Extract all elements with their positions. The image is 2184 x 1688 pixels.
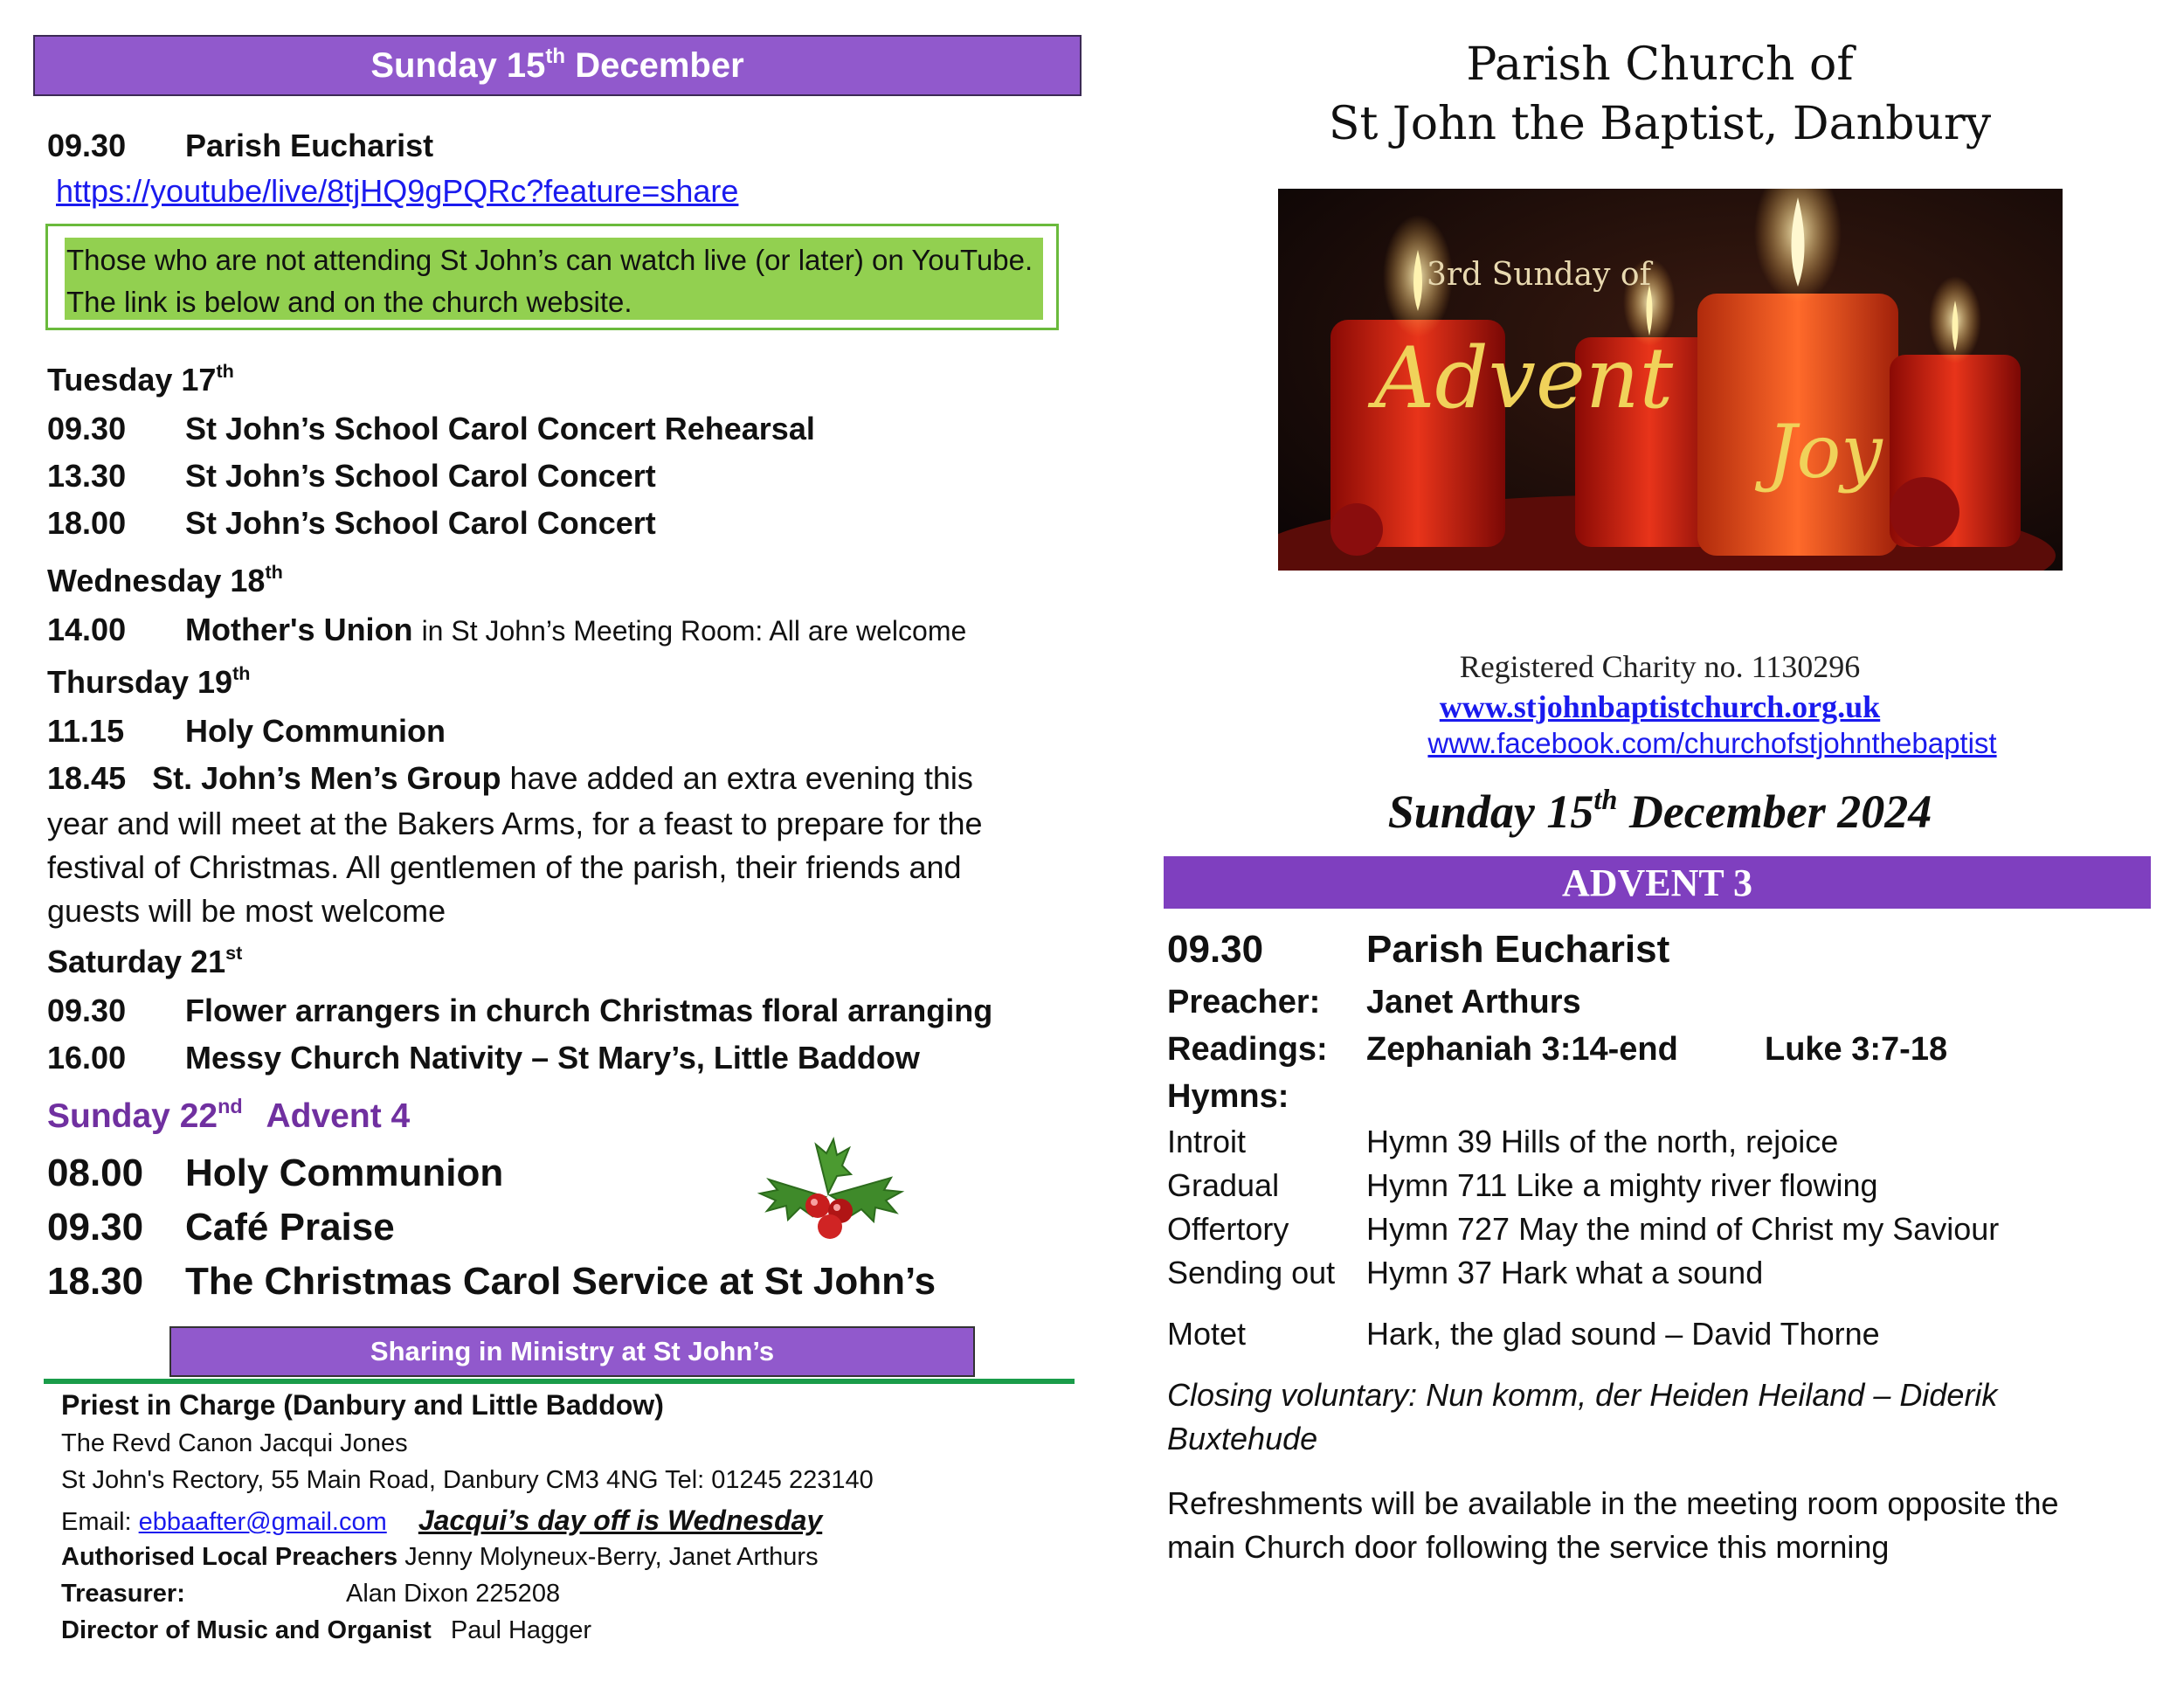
event-desc: St John’s School Carol Concert — [185, 458, 656, 494]
event-title: Mother's Union — [185, 612, 413, 647]
advent-candles-image — [1278, 189, 2063, 571]
left-header-sup: th — [545, 44, 566, 68]
mens-group-event — [47, 760, 973, 797]
title-line-1: Parish Church of — [1466, 38, 1854, 91]
right-service-title: Parish Eucharist — [1366, 928, 1670, 971]
left-header-month: December — [565, 46, 744, 85]
event-time: 16.00 — [47, 1040, 127, 1076]
priest-name: The Revd Canon Jacqui Jones — [61, 1429, 408, 1457]
event-time: 09.30 — [47, 1206, 144, 1249]
music-label: Director of Music and Organist — [61, 1616, 432, 1644]
candles-illustration — [1278, 189, 2063, 571]
service-time: 09.30 — [47, 128, 127, 163]
notice-text: Those who are not attending St John’s can watch live (or later) on YouTube. The link is below and on the church website. — [66, 244, 1033, 318]
email-link[interactable]: ebbaafter@gmail.com — [138, 1508, 387, 1536]
event-desc: St John’s School Carol Concert — [185, 505, 656, 541]
email-label: Email: — [61, 1508, 132, 1536]
service-date-title — [1162, 785, 2158, 839]
ministry-header: Sharing in Ministry at St John’s — [169, 1326, 975, 1377]
sunday22-sup: nd — [218, 1095, 243, 1117]
music-name: Paul Hagger — [450, 1616, 592, 1644]
hymn-title: Hymn 39 Hills of the north, rejoice — [1366, 1124, 1839, 1159]
saturday-sup: st — [225, 942, 243, 964]
event-text: have added an extra evening this — [509, 760, 973, 796]
event-time: 14.00 — [47, 612, 127, 647]
hymn-title: Hymn 37 Hark what a sound — [1366, 1255, 1764, 1290]
advent-label-bar: ADVENT 3 — [1164, 856, 2151, 909]
event-desc: Holy Communion — [185, 1152, 504, 1194]
event-text: festival of Christmas. All gentlemen of the parish, their friends and — [47, 849, 962, 885]
hymn-part: Gradual — [1167, 1167, 1280, 1203]
image-text-1: 3rd Sunday of — [1427, 257, 1651, 293]
event-desc: St John’s School Carol Concert Rehearsal — [185, 411, 815, 446]
hymn-part: Sending out — [1167, 1255, 1336, 1290]
event-time: 11.15 — [47, 713, 125, 749]
event-title: St. John’s Men’s Group — [152, 760, 501, 796]
youtube-link-row — [56, 173, 738, 210]
holly-icon — [743, 1136, 917, 1249]
email-row — [61, 1505, 822, 1537]
left-header-text: Sunday 15 — [370, 46, 546, 85]
hymn-title: Hymn 727 May the mind of Christ my Saviour — [1366, 1211, 2000, 1247]
music-row — [61, 1616, 591, 1645]
green-divider — [44, 1379, 1075, 1384]
hymn-part: Offertory — [1167, 1211, 1289, 1247]
date-post: December 2024 — [1617, 785, 1932, 838]
priest-role: Priest in Charge (Danbury and Little Baddow) — [61, 1389, 664, 1421]
preachers-label: Authorised Local Preachers — [61, 1543, 398, 1571]
treasurer-row — [61, 1580, 561, 1608]
left-date-header — [33, 35, 1082, 96]
event-desc: The Christmas Carol Service at St John’s — [185, 1260, 936, 1303]
reading-2: Luke 3:7-18 — [1765, 1031, 1948, 1068]
event-time: 13.30 — [47, 458, 127, 494]
date-sup: th — [1593, 785, 1618, 816]
thursday-sup: th — [232, 662, 251, 684]
event-desc: Holy Communion — [185, 713, 446, 749]
church-title — [1162, 35, 2158, 154]
image-text-2: Advent — [1374, 329, 1674, 427]
preacher-name: Janet Arthurs — [1366, 984, 1581, 1020]
youtube-link[interactable]: https://youtube/live/8tjHQ9gPQRc?feature=share — [56, 173, 739, 209]
sunday22-advent: Advent 4 — [266, 1097, 411, 1135]
event-time: 08.00 — [47, 1152, 144, 1194]
event-time: 18.45 — [47, 760, 127, 796]
event-desc: Café Praise — [185, 1206, 395, 1249]
event-desc: Messy Church Nativity – St Mary’s, Little Baddow — [185, 1040, 920, 1076]
preachers-names: Jenny Molyneux-Berry, Janet Arthurs — [404, 1543, 819, 1571]
motet-title: Hark, the glad sound – David Thorne — [1366, 1316, 1880, 1352]
sunday22-day: Sunday 22 — [47, 1097, 218, 1135]
thursday-heading — [47, 664, 250, 701]
thursday-day: Thursday 19 — [47, 664, 233, 700]
refreshments-line-2: main Church door following the service this morning — [1167, 1529, 1890, 1565]
right-service-time: 09.30 — [1167, 928, 1264, 971]
event-text: guests will be most welcome — [47, 893, 446, 929]
rectory-address: St John's Rectory, 55 Main Road, Danbury CM3 4NG Tel: 01245 223140 — [61, 1466, 874, 1494]
event-note: in St John’s Meeting Room: All are welcome — [421, 615, 967, 647]
website-link[interactable]: www.stjohnbaptistchurch.org.uk — [1439, 689, 1881, 724]
date-pre: Sunday 15 — [1387, 785, 1594, 838]
website-row — [1162, 688, 2158, 725]
event-time: 09.30 — [47, 411, 127, 446]
title-line-2: St John the Baptist, Danbury — [1328, 98, 1992, 150]
wednesday-sup: th — [265, 561, 283, 583]
motet-label: Motet — [1167, 1316, 1247, 1352]
refreshments-line-1: Refreshments will be available in the meeting room opposite the — [1167, 1485, 2059, 1521]
tuesday-sup: th — [216, 360, 234, 382]
event-time: 09.30 — [47, 993, 127, 1028]
sunday22-heading — [47, 1097, 410, 1136]
facebook-row — [1214, 727, 2184, 760]
saturday-day: Saturday 21 — [47, 944, 226, 979]
service-title: Parish Eucharist — [185, 128, 434, 163]
hymn-part: Introit — [1167, 1124, 1247, 1159]
hymn-title: Hymn 711 Like a mighty river flowing — [1366, 1167, 1878, 1203]
event-text: year and will meet at the Bakers Arms, for a feast to prepare for the — [47, 806, 983, 841]
event-desc: Flower arrangers in church Christmas floral arranging — [185, 993, 993, 1028]
facebook-link[interactable]: www.facebook.com/churchofstjohnthebaptist — [1427, 727, 1997, 759]
treasurer-name: Alan Dixon 225208 — [346, 1580, 561, 1608]
hymns-label: Hymns: — [1167, 1078, 1289, 1115]
voluntary-line-1: Closing voluntary: Nun komm, der Heiden Heiland – Diderik — [1167, 1377, 1998, 1413]
event-time: 18.00 — [47, 505, 127, 541]
tuesday-day: Tuesday 17 — [47, 362, 217, 398]
preachers-row — [61, 1543, 819, 1572]
wednesday-heading — [47, 563, 283, 599]
image-text-3: Joy — [1767, 409, 1883, 495]
saturday-heading — [47, 944, 242, 980]
voluntary-line-2: Buxtehude — [1167, 1421, 1318, 1456]
treasurer-label: Treasurer: — [61, 1580, 185, 1608]
wednesday-day: Wednesday 18 — [47, 563, 266, 598]
reading-1: Zephaniah 3:14-end — [1366, 1031, 1678, 1068]
tuesday-heading — [47, 362, 234, 398]
readings-label: Readings: — [1167, 1031, 1328, 1068]
charity-number: Registered Charity no. 1130296 — [1459, 649, 1861, 684]
preacher-label: Preacher: — [1167, 984, 1321, 1020]
event-time: 18.30 — [47, 1260, 144, 1303]
day-off-note: Jacqui’s day off is Wednesday — [418, 1505, 823, 1536]
